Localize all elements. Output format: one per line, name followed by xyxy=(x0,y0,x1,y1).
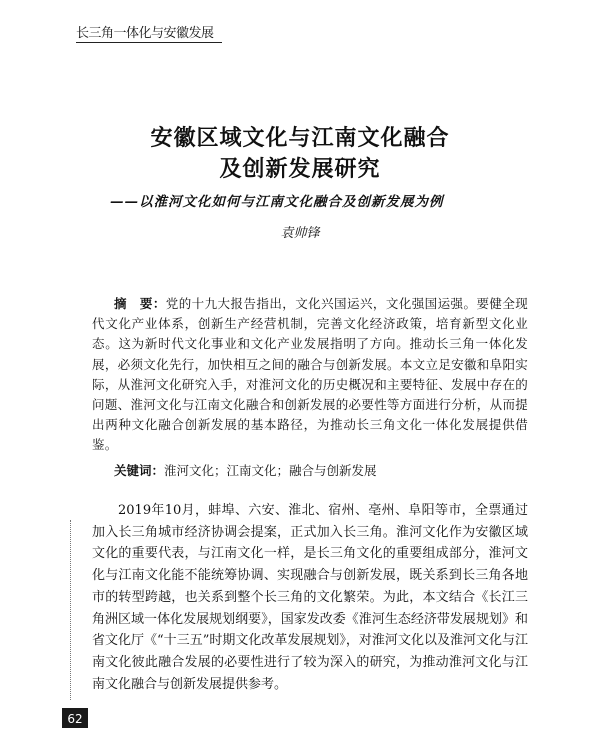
running-head: 长三角一体化与安徽发展 xyxy=(76,22,222,43)
page-number: 62 xyxy=(62,708,88,728)
keywords xyxy=(114,461,528,481)
article-subtitle: ——以淮河文化如何与江南文化融合及创新发展为例 xyxy=(110,194,444,210)
body-paragraph xyxy=(92,500,528,695)
article-title-line-2: 及创新发展研究 xyxy=(219,156,381,182)
abstract-text: 党的十九大报告指出，文化兴国运兴，文化强国运强。要健全现代文化产业体系，创新生产经营机制，完善文化经济政策，培育新型文化业态。这为新时代文化事业和文化产业发展指明了方向。推动长三角一体化发展，必须文化先行，加快相互之间的融合与创新发展。本文立足安徽和阜阳实际，从淮河文化研究入手，对淮河文化的历史概况和主要特征、发展中存在的问题、淮河文化与江南文化融合和创新发展的必要性等方面进行分析，从而提出两种文化融合创新发展的基本路径，为推动长三角文化一体化发展提供借鉴。 xyxy=(92,296,528,453)
body-paragraph-text: 2019年10月，蚌埠、六安、淮北、宿州、亳州、阜阳等市，全票通过加入长三角城市经济协调会提案，正式加入长三角。淮河文化作为安徽区域文化的重要代表，与江南文化一样，是长三角文化的重要组成部分，淮河文化与江南文化能不能统筹协调、实现融合与创新发展，既关系到长三角各地市的转型跨越，也关系到整个长三角的文化繁荣。为此，本文结合《长江三角洲区域一体化发展规划纲要》，国家发改委《淮河生态经济带发展规划》和省文化厅《“十三五”时期文化改革发展规划》，对淮河文化以及淮河文化与江南文化彼此融合发展的必要性进行了较为深入的研究，为推动淮河文化与江南文化融合与创新发展提供参考。 xyxy=(92,503,528,692)
article-title-line-1: 安徽区域文化与江南文化融合 xyxy=(150,125,450,151)
keywords-text: 淮河文化；江南文化；融合与创新发展 xyxy=(164,463,377,478)
abstract xyxy=(92,294,528,456)
keywords-label: 关键词： xyxy=(114,463,165,478)
author-name: 袁帅锋 xyxy=(280,226,320,241)
abstract-label: 摘 要： xyxy=(114,296,166,311)
margin-dotted-rule xyxy=(70,520,71,700)
